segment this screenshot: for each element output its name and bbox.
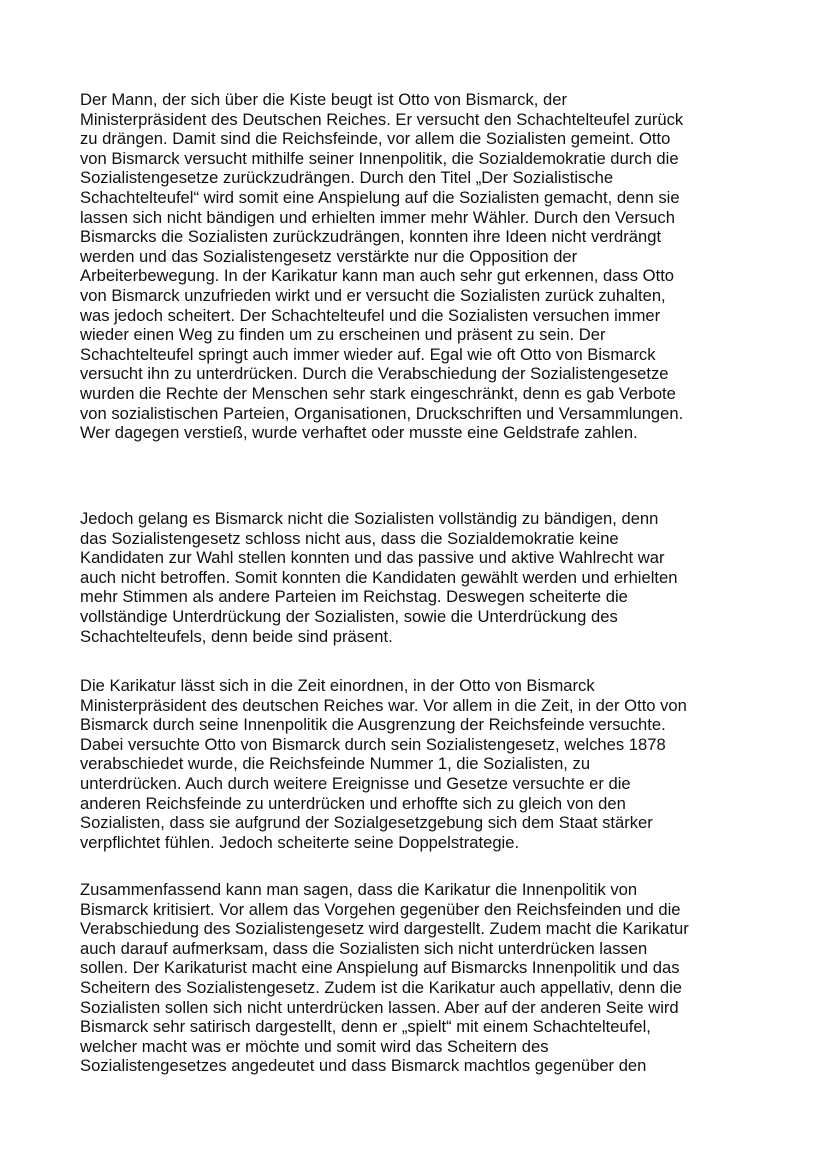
text-line: zu drängen. Damit sind die Reichsfeinde, vor allem die Sozialisten gemeint. Otto [80,129,671,149]
text-line: verabschiedet wurde, die Reichsfeinde Nummer 1, die Sozialisten, zu [80,754,591,774]
text-line: Arbeiterbewegung. In der Karikatur kann man auch sehr gut erkennen, dass Otto [80,266,675,286]
text-line: vollständige Unterdrückung der Sozialisten, sowie die Unterdrückung des [80,606,618,626]
text-line: das Sozialistengesetz schloss nicht aus, dass die Sozialdemokratie keine [80,528,619,548]
text-line: Bismarcks die Sozialisten zurückzudrängen, konnten ihre Ideen nicht verdrängt [80,227,662,247]
text-line: Jedoch gelang es Bismarck nicht die Sozialisten vollständig zu bändigen, denn [80,509,659,528]
text-line: Schachtelteufel“ wird somit eine Anspielung auf die Sozialisten gemacht, denn sie [80,187,680,207]
text-line: Sozialistengesetze zurückzudrängen. Durch den Titel „Der Sozialistische [80,168,614,188]
text-line: Bismarck kritisiert. Vor allem das Vorgehen gegenüber den Reichsfeinden und die [80,899,681,919]
text-line: werden und das Sozialistengesetz verstärkte nur die Opposition der [80,246,578,266]
text-line: Sozialistengesetzes angedeutet und dass Bismarck machtlos gegenüber den [80,1056,647,1076]
text-line: Bismarck durch seine Innenpolitik die Ausgrenzung der Reichsfeinde versuchte. [80,715,666,735]
text-line: unterdrücken. Auch durch weitere Ereignisse und Gesetze versuchte er die [80,773,631,793]
text-line: mehr Stimmen als andere Parteien im Reichstag. Deswegen scheiterte die [80,587,628,607]
text-line: versucht ihn zu unterdrücken. Durch die Verabschiedung der Sozialistengesetze [80,364,669,384]
paragraph-conclusion [80,880,689,1076]
text-line: auch darauf aufmerksam, dass die Sozialisten sich nicht unterdrücken lassen [80,938,648,958]
text-line: was jedoch scheitert. Der Schachtelteufel und die Sozialisten versuchen immer [80,305,661,325]
text-line: sollen. Der Karikaturist macht eine Anspielung auf Bismarcks Innenpolitik und das [80,958,680,978]
text-line: Die Karikatur lässt sich in die Zeit einordnen, in der Otto von Bismarck [80,676,595,695]
paragraph-analysis [80,90,683,443]
text-line: von Bismarck versucht mithilfe seiner Innenpolitik, die Sozialdemokratie durch die [80,148,679,168]
text-line: Kandidaten zur Wahl stellen konnten und das passive und aktive Wahlrecht war [80,548,665,568]
text-line: Sozialisten, dass sie aufgrund der Sozialgesetzgebung sich dem Staat stärker [80,813,653,833]
text-line: von sozialistischen Parteien, Organisationen, Druckschriften und Versammlungen. [80,403,684,423]
text-line: Dabei versuchte Otto von Bismarck durch sein Sozialistengesetz, welches 1878 [80,734,666,754]
text-line: Ministerpräsident des Deutschen Reiches. Er versucht den Schachtelteufel zurück [80,109,684,129]
text-line: anderen Reichsfeinde zu unterdrücken und erhoffte sich zu gleich von den [80,793,626,813]
text-line: von Bismarck unzufrieden wirkt und er versucht die Sozialisten zurück zuhalten, [80,285,666,305]
text-line: Sozialisten sollen sich nicht unterdrücken lassen. Aber auf der anderen Seite wird [80,997,679,1017]
text-line: Schachtelteufels, denn beide sind präsent. [80,626,393,646]
text-line: Verabschiedung des Sozialistengesetz wird dargestellt. Zudem macht die Karikatur [80,919,689,939]
text-line: Scheitern des Sozialistengesetz. Zudem ist die Karikatur auch appellativ, denn die [80,977,683,997]
paragraph-historical-context [80,676,687,852]
text-line: lassen sich nicht bändigen und erhielten immer mehr Wähler. Durch den Versuch [80,207,675,227]
text-line: auch nicht betroffen. Somit konnten die Kandidaten gewählt werden und erhielten [80,567,678,587]
text-line: wurden die Rechte der Menschen sehr stark eingeschränkt, denn es gab Verbote [80,383,676,403]
text-line: wieder einen Weg zu finden um zu erscheinen und präsent zu sein. Der [80,325,606,345]
text-line: welcher macht was er möchte und somit wird das Scheitern des [80,1036,549,1056]
text-line: verpflichtet fühlen. Jedoch scheiterte seine Doppelstrategie. [80,832,520,852]
text-line: Zusammenfassend kann man sagen, dass die Karikatur die Innenpolitik von [80,880,638,899]
text-line: Wer dagegen verstieß, wurde verhaftet oder musste eine Geldstrafe zahlen. [80,423,638,443]
text-line: Ministerpräsident des deutschen Reiches war. Vor allem in die Zeit, in der Otto von [80,695,687,715]
text-line: Bismarck sehr satirisch dargestellt, denn er „spielt“ mit einem Schachtelteufel, [80,1017,651,1037]
text-line: Schachtelteufel springt auch immer wieder auf. Egal wie oft Otto von Bismarck [80,344,656,364]
paragraph-failure [80,509,677,646]
text-line: Der Mann, der sich über die Kiste beugt ist Otto von Bismarck, der [80,90,567,109]
